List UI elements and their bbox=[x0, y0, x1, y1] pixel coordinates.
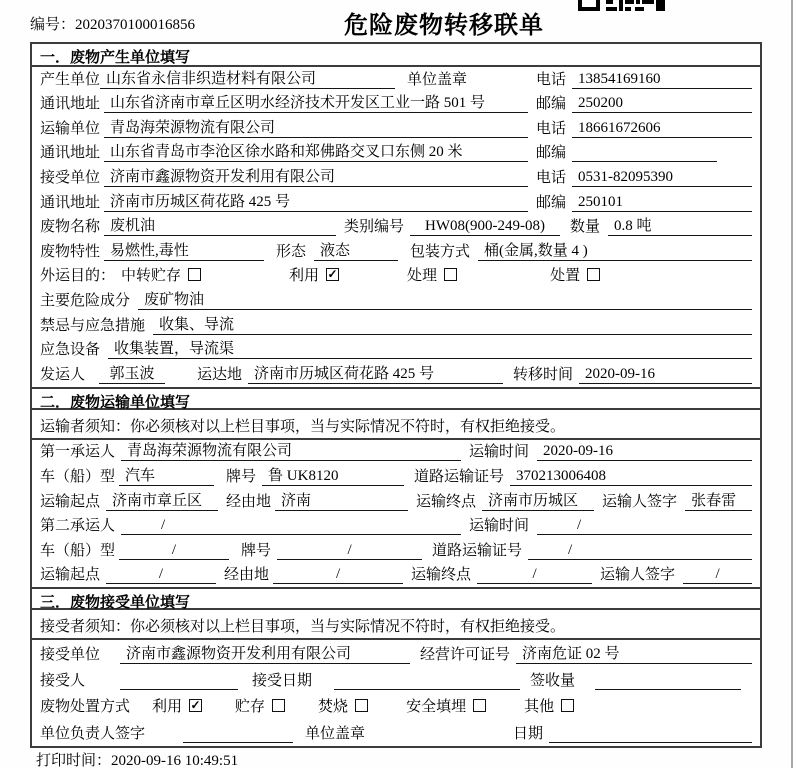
plate-number-label: 牌号 bbox=[241, 542, 272, 559]
phone-value: 18661672606 bbox=[572, 120, 752, 138]
second-carrier-label: 第二承运人 bbox=[40, 518, 116, 535]
receiver-notice: 接受者须知：你必须核对以上栏目事项，当与实际情况不符时，有权拒绝接受。 bbox=[32, 610, 760, 640]
section1-header: 一．废物产生单位填写 bbox=[32, 44, 760, 67]
address-value: 山东省青岛市李沧区徐水路和郑佛路交叉口东侧 20 米 bbox=[104, 140, 528, 162]
producer-unit-value: 山东省永信非织造材料有限公司 bbox=[100, 67, 395, 89]
transport-time-label: 运输时间 bbox=[468, 444, 529, 461]
print-time-label: 打印时间： bbox=[36, 753, 112, 768]
address-label: 通讯地址 bbox=[40, 96, 101, 113]
transporter-notice: 运输者须知：你必须核对以上栏目事项，当与实际情况不符时，有权拒绝接受。 bbox=[32, 410, 760, 440]
transporter-signature-label: 运输人签字 bbox=[600, 567, 676, 584]
quantity-value: 0.8 吨 bbox=[608, 214, 752, 236]
option-storage bbox=[235, 695, 285, 716]
origin-value: 济南市章丘区 bbox=[106, 489, 218, 511]
waste-property-label: 废物特性 bbox=[40, 243, 101, 260]
option-label: 利用 bbox=[152, 699, 183, 716]
checkbox-checked-icon: ✓ bbox=[327, 268, 338, 282]
zipcode-value: 250200 bbox=[572, 95, 752, 113]
checkbox-icon bbox=[473, 699, 486, 712]
row-acceptor bbox=[32, 667, 760, 693]
option-label: 处置 bbox=[550, 268, 581, 285]
accepting-unit-label: 接受单位 bbox=[40, 646, 101, 663]
license-number-value: 济南危证 02 号 bbox=[516, 642, 752, 664]
row-emergency-equipment bbox=[32, 338, 760, 363]
row-receiver-unit bbox=[32, 165, 760, 190]
quantity-label: 数量 bbox=[570, 219, 601, 236]
plate-number-value: / bbox=[277, 542, 422, 560]
packing-value: 桶(金属,数量 4 ) bbox=[478, 239, 752, 261]
print-time bbox=[36, 749, 238, 768]
date-label: 日期 bbox=[513, 725, 544, 742]
via-value: 济南 bbox=[275, 489, 408, 511]
row-hazard-component bbox=[32, 288, 760, 313]
origin-label: 运输起点 bbox=[40, 493, 101, 510]
category-code-label: 类别编号 bbox=[344, 219, 405, 236]
row-transport-address bbox=[32, 141, 760, 166]
receiver-unit-label: 接受单位 bbox=[40, 169, 101, 186]
checkbox-icon bbox=[355, 699, 368, 712]
section2-header: 二．废物运输单位填写 bbox=[32, 387, 760, 410]
row-producer-address bbox=[32, 92, 760, 117]
row-vehicle-type-2 bbox=[32, 538, 760, 563]
row-consignor bbox=[32, 362, 760, 387]
transporter-signature-label: 运输人签字 bbox=[602, 493, 678, 510]
transport-unit-value: 青岛海荣源物流有限公司 bbox=[104, 116, 528, 138]
zipcode-value bbox=[572, 160, 717, 162]
window-edge bbox=[791, 0, 793, 768]
print-time-value: 2020-09-16 10:49:51 bbox=[111, 753, 239, 768]
endpoint-value: / bbox=[477, 566, 592, 584]
row-waste-property bbox=[32, 239, 760, 264]
form-state-label: 形态 bbox=[276, 243, 307, 260]
phone-label: 电话 bbox=[535, 71, 566, 88]
row-disposal-method bbox=[32, 693, 760, 719]
disposal-method-label: 废物处置方式 bbox=[40, 699, 131, 716]
option-label: 处理 bbox=[407, 268, 438, 285]
checkbox-checked-icon: ✓ bbox=[190, 699, 201, 713]
consignor-value: 郭玉波 bbox=[99, 362, 165, 384]
emergency-equipment-label: 应急设备 bbox=[40, 342, 101, 359]
phone-value: 0531-82095390 bbox=[572, 169, 752, 187]
transfer-time-label: 转移时间 bbox=[513, 366, 574, 383]
phone-label: 电话 bbox=[535, 120, 566, 137]
origin-value: / bbox=[106, 566, 216, 584]
row-transport-route bbox=[32, 489, 760, 514]
road-permit-label: 道路运输证号 bbox=[432, 542, 523, 559]
row-second-carrier bbox=[32, 514, 760, 539]
destination-label: 运达地 bbox=[197, 366, 243, 383]
checkbox-icon bbox=[587, 268, 600, 281]
via-label: 经由地 bbox=[226, 493, 272, 510]
transport-time-value: / bbox=[537, 517, 752, 535]
option-dispose bbox=[550, 264, 600, 285]
transporter-signature-value: 张春雷 bbox=[685, 489, 752, 511]
destination-value: 济南市历城区荷花路 425 号 bbox=[248, 362, 503, 384]
row-producer-unit bbox=[32, 67, 760, 92]
via-label: 经由地 bbox=[224, 567, 270, 584]
endpoint-label: 运输终点 bbox=[411, 567, 472, 584]
hazard-component-value: 废矿物油 bbox=[138, 288, 752, 310]
row-receiver-address bbox=[32, 190, 760, 215]
responsible-signature-label: 单位负责人签字 bbox=[40, 725, 146, 742]
checkbox-icon bbox=[188, 268, 201, 281]
option-utilize bbox=[152, 695, 202, 716]
acceptor-value bbox=[120, 688, 238, 690]
phone-value: 13854169160 bbox=[572, 71, 752, 89]
option-transit-storage bbox=[121, 264, 201, 285]
waste-name-value: 废机油 bbox=[104, 214, 336, 236]
date-value bbox=[549, 741, 752, 743]
zipcode-label: 邮编 bbox=[535, 96, 566, 113]
address-label: 通讯地址 bbox=[40, 194, 101, 211]
unit-seal-label: 单位盖章 bbox=[305, 725, 366, 742]
vehicle-type-value: / bbox=[119, 542, 229, 560]
option-treat bbox=[407, 264, 457, 285]
second-carrier-value: / bbox=[121, 517, 461, 535]
receiver-unit-value: 济南市鑫源物资开发利用有限公司 bbox=[104, 165, 528, 187]
form-state-value: 液态 bbox=[314, 239, 398, 261]
option-label: 利用 bbox=[289, 268, 320, 285]
address-value: 济南市历城区荷花路 425 号 bbox=[104, 190, 528, 212]
road-permit-value: / bbox=[528, 542, 752, 560]
unit-seal-label: 单位盖章 bbox=[407, 71, 468, 88]
zipcode-value: 250101 bbox=[572, 194, 752, 212]
option-label: 贮存 bbox=[235, 699, 266, 716]
row-transport-unit bbox=[32, 116, 760, 141]
option-incineration bbox=[318, 695, 368, 716]
road-permit-value: 370213006408 bbox=[510, 468, 752, 486]
serial-number-label: 编号： bbox=[30, 17, 76, 33]
option-label: 安全填埋 bbox=[406, 699, 467, 716]
transporter-signature-value: / bbox=[683, 566, 752, 584]
acceptor-label: 接受人 bbox=[40, 673, 86, 690]
option-label: 其他 bbox=[524, 699, 555, 716]
transport-time-value: 2020-09-16 bbox=[537, 443, 752, 461]
vehicle-type-label: 车（船）型 bbox=[40, 468, 116, 485]
checkbox-icon bbox=[561, 699, 574, 712]
accept-date-value bbox=[334, 688, 520, 690]
section3-header: 三．废物接受单位填写 bbox=[32, 587, 760, 610]
checkbox-icon bbox=[444, 268, 457, 281]
first-carrier-value: 青岛海荣源物流有限公司 bbox=[121, 439, 461, 461]
manifest-table bbox=[30, 42, 762, 748]
page-title: 危险废物转移联单 bbox=[344, 13, 544, 39]
row-emergency-measures bbox=[32, 313, 760, 338]
checkbox-icon bbox=[272, 699, 285, 712]
row-accepting-unit bbox=[32, 640, 760, 666]
emergency-measures-value: 收集、导流 bbox=[153, 313, 752, 335]
option-safe-landfill bbox=[406, 695, 486, 716]
via-value: / bbox=[273, 566, 403, 584]
qr-code-icon bbox=[578, 0, 668, 11]
transfer-purpose-label: 外运目的： bbox=[40, 268, 116, 285]
endpoint-label: 运输终点 bbox=[416, 493, 477, 510]
address-value: 山东省济南市章丘区明水经济技术开发区工业一路 501 号 bbox=[104, 91, 528, 113]
waste-property-value: 易燃性,毒性 bbox=[104, 239, 264, 261]
accepting-unit-value: 济南市鑫源物资开发利用有限公司 bbox=[120, 642, 410, 664]
received-quantity-label: 签收量 bbox=[530, 673, 576, 690]
received-quantity-value bbox=[595, 688, 741, 690]
responsible-signature-value bbox=[183, 741, 293, 743]
endpoint-value: 济南市历城区 bbox=[482, 489, 594, 511]
zipcode-label: 邮编 bbox=[535, 145, 566, 162]
option-utilize bbox=[289, 264, 339, 285]
row-first-carrier bbox=[32, 440, 760, 465]
first-carrier-label: 第一承运人 bbox=[40, 444, 116, 461]
row-waste-name bbox=[32, 215, 760, 240]
option-label: 焚烧 bbox=[318, 699, 349, 716]
row-responsible-signature bbox=[32, 719, 760, 745]
plate-number-label: 牌号 bbox=[226, 468, 257, 485]
row-vehicle-type bbox=[32, 464, 760, 489]
hazard-component-label: 主要危险成分 bbox=[40, 292, 131, 309]
packing-label: 包装方式 bbox=[410, 243, 471, 260]
license-number-label: 经营许可证号 bbox=[420, 646, 511, 663]
transport-time-label: 运输时间 bbox=[468, 518, 529, 535]
option-label: 中转贮存 bbox=[121, 268, 182, 285]
row-transfer-purpose bbox=[32, 264, 760, 289]
producer-unit-label: 产生单位 bbox=[40, 71, 101, 88]
row-transport-route-2 bbox=[32, 563, 760, 588]
emergency-equipment-value: 收集装置，导流渠 bbox=[108, 337, 752, 359]
consignor-label: 发运人 bbox=[40, 366, 86, 383]
serial-number-value: 2020370100016856 bbox=[75, 17, 196, 33]
origin-label: 运输起点 bbox=[40, 567, 101, 584]
vehicle-type-label: 车（船）型 bbox=[40, 542, 116, 559]
option-other bbox=[524, 695, 574, 716]
emergency-measures-label: 禁忌与应急措施 bbox=[40, 317, 146, 334]
transfer-time-value: 2020-09-16 bbox=[579, 366, 752, 384]
zipcode-label: 邮编 bbox=[535, 194, 566, 211]
vehicle-type-value: 汽车 bbox=[119, 464, 214, 486]
category-code-value: HW08(900-249-08) bbox=[410, 218, 560, 236]
phone-label: 电话 bbox=[535, 169, 566, 186]
waste-name-label: 废物名称 bbox=[40, 219, 101, 236]
address-label: 通讯地址 bbox=[40, 145, 101, 162]
road-permit-label: 道路运输证号 bbox=[414, 468, 505, 485]
accept-date-label: 接受日期 bbox=[252, 673, 313, 690]
plate-number-value: 鲁 UK8120 bbox=[262, 464, 404, 486]
transport-unit-label: 运输单位 bbox=[40, 120, 101, 137]
